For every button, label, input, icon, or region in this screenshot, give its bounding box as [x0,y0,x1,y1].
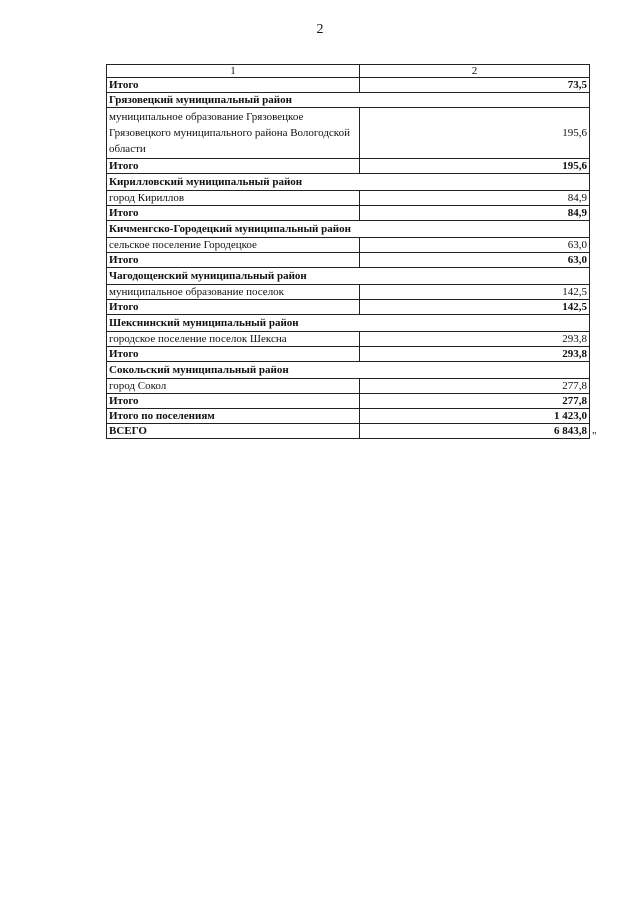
table-row [107,424,590,439]
row-label: Итого [107,159,360,174]
table-row [107,347,590,362]
table-row [107,238,590,253]
row-value: 277,8 [360,394,590,409]
row-label: ВСЕГО [107,424,360,439]
district-name: Грязовецкий муниципальный район [107,93,590,108]
column-header: 2 [360,65,590,78]
table-row [107,394,590,409]
table-header-row [107,65,590,78]
allocation-table [106,64,590,439]
table-row [107,159,590,174]
district-name: Кирилловский муниципальный район [107,174,590,191]
row-label: Итого по поселениям [107,409,360,424]
table-row [107,253,590,268]
row-value: 1 423,0 [360,409,590,424]
column-header: 1 [107,65,360,78]
table-row [107,206,590,221]
row-label: Итого [107,347,360,362]
row-value: 63,0 [360,238,590,253]
row-label: город Сокол [107,379,360,394]
row-label: Итого [107,253,360,268]
row-label: муниципальное образование Грязовецкое Грязовецкого муниципального района Вологодской области [107,108,360,159]
row-label: Итого [107,394,360,409]
row-label: муниципальное образование поселок [107,285,360,300]
district-name: Кичменгско-Городецкий муниципальный район [107,221,590,238]
page-number: 2 [316,22,324,37]
district-row [107,221,590,238]
row-value: 84,9 [360,191,590,206]
district-row [107,93,590,108]
district-name: Сокольский муниципальный район [107,362,590,379]
row-value: 293,8 [360,347,590,362]
row-label: сельское поселение Городецкое [107,238,360,253]
table-row [107,78,590,93]
row-value: 142,5 [360,285,590,300]
row-value: 195,6 [360,108,590,159]
table-row [107,409,590,424]
row-value: 73,5 [360,78,590,93]
district-name: Чагодощенский муниципальный район [107,268,590,285]
district-row [107,315,590,332]
district-name: Шекснинский муниципальный район [107,315,590,332]
table-row [107,285,590,300]
district-row [107,268,590,285]
row-label: Итого [107,206,360,221]
closing-quote-mark: " [592,430,597,442]
row-value: 277,8 [360,379,590,394]
table-row [107,191,590,206]
row-label: городское поселение поселок Шексна [107,332,360,347]
row-value: 63,0 [360,253,590,268]
row-value: 6 843,8 [360,424,590,439]
row-label: город Кириллов [107,191,360,206]
row-value: 293,8 [360,332,590,347]
district-row [107,362,590,379]
table-row [107,300,590,315]
table-row [107,379,590,394]
table-row [107,332,590,347]
row-value: 142,5 [360,300,590,315]
row-value: 84,9 [360,206,590,221]
row-label: Итого [107,300,360,315]
district-row [107,174,590,191]
row-label: Итого [107,78,360,93]
row-value: 195,6 [360,159,590,174]
table-row [107,108,590,159]
